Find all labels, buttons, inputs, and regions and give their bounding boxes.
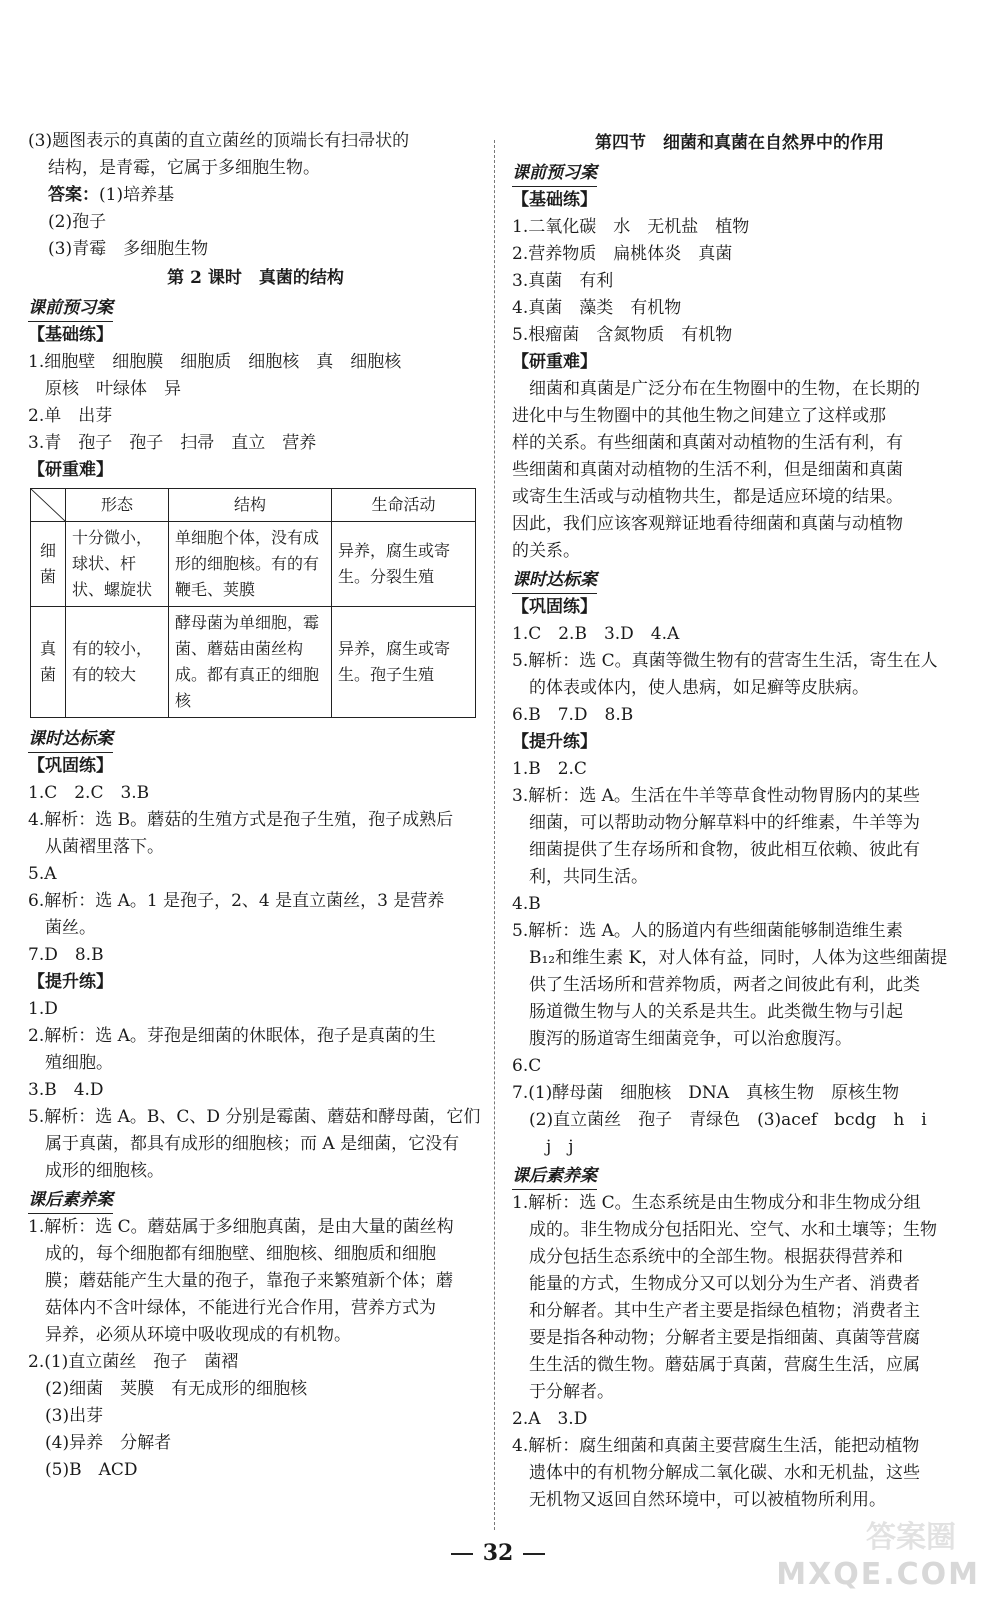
answer-item: (2)孢子 [48,212,107,232]
basic-item: 2.营养物质 扁桃体炎 真菌 [512,244,733,264]
after-item: 遗体中的有机物分解成二氧化碳、水和无机盐，这些 [512,1463,920,1483]
improve-item: 供了生活场所和营养物质，两者之间彼此有利，此类 [512,975,920,995]
class-title: 课时达标案 [28,726,113,753]
after-item: 2.A 3.D [512,1409,588,1429]
key-tag: 【研重难】 [512,352,597,372]
improve-item: 4.B [512,894,541,914]
diagonal-line [31,489,65,521]
key-text-line: 的关系。 [512,541,580,561]
consolidate-item: 4.解析：选 B。蘑菇的生殖方式是孢子生殖，孢子成熟后 [28,810,454,830]
consolidate-item: 6.解析：选 A。1 是孢子，2、4 是直立菌丝，3 是营养 [28,891,445,911]
improve-item: 利，共同生活。 [512,867,648,887]
key-text-line: 些细菌和真菌对动植物的生活不利，但是细菌和真菌 [512,460,903,480]
consolidate-item: 6.B 7.D 8.B [512,705,634,725]
consolidate-item: 1.C 2.B 3.D 4.A [512,624,680,644]
row-header: 细菌 [31,522,66,607]
answer-line [28,182,483,209]
basic-item: 3.真菌 有利 [512,271,614,291]
basic-item: 1.细胞壁 细胞膜 细胞质 细胞核 真 细胞核 [28,352,402,372]
improve-item: B₁₂和维生素 K，对人体有益，同时，人体为这些细菌提 [512,948,948,968]
improve-item: 5.解析：选 A。B、C、D 分别是霉菌、蘑菇和酵母菌，它们 [28,1107,481,1127]
key-text-line: 或寄生生活或与动植物共生，都是适应环境的结果。 [512,487,903,507]
improve-item: 成形的细胞核。 [28,1161,164,1181]
after-item: 异养，必须从环境中吸收现成的有机物。 [28,1325,351,1345]
answer-item: (1)培养基 [99,185,175,205]
watermark-logo: 答案圈 [866,1520,956,1555]
consolidate-item: 7.D 8.B [28,945,104,965]
improve-item: 3.解析：选 A。生活在牛羊等草食性动物胃肠内的某些 [512,786,920,806]
table-header: 生命活动 [332,489,476,522]
footer-dash [451,1553,473,1555]
key-text-line: 样的关系。有些细菌和真菌对动植物的生活有利，有 [512,433,903,453]
table-header: 形态 [66,489,169,522]
after-item: 要是指各种动物；分解者主要是指细菌、真菌等营腐 [512,1328,920,1348]
improve-item: 属于真菌，都具有成形的细胞核；而 A 是细菌，它没有 [28,1134,460,1154]
table-cell: 十分微小，球状、杆状、螺旋状 [66,522,169,607]
consolidate-item: 1.C 2.C 3.B [28,783,150,803]
after-item: (4)异养 分解者 [28,1433,172,1453]
table-row [31,522,476,607]
consolidate-item: 5.A [28,864,57,884]
after-item: (2)细菌 荚膜 有无成形的细胞核 [28,1379,308,1399]
preview-title: 课前预习案 [512,160,597,187]
after-item: 成分包括生态系统中的全部生物。根据获得营养和 [512,1247,903,1267]
table-cell: 异养，腐生或寄生。分裂生殖 [332,522,476,607]
consolidate-item: 从菌褶里落下。 [28,837,164,857]
intro-line: (3)题图表示的真菌的直立菌丝的顶端长有扫帚状的 [28,131,410,151]
improve-tag: 【提升练】 [28,972,113,992]
key-tag: 【研重难】 [28,460,113,480]
after-title: 课后素养案 [512,1163,597,1190]
after-item: 膜；蘑菇能产生大量的孢子，靠孢子来繁殖新个体；蘑 [28,1271,453,1291]
improve-item: 腹泻的肠道寄生细菌竞争，可以治愈腹泻。 [512,1029,852,1049]
consolidate-item: 菌丝。 [28,918,96,938]
table-cell: 单细胞个体，没有成形的细胞核。有的有鞭毛、荚膜 [169,522,332,607]
left-column [28,128,483,1484]
after-item: 2.(1)直立菌丝 孢子 菌褶 [28,1352,239,1372]
consolidate-item: 的体表或体内，使人患病，如足癣等皮肤病。 [512,678,869,698]
key-text-line: 进化中与生物圈中的其他生物之间建立了这样或那 [512,406,886,426]
table-cell: 有的较小，有的较大 [66,607,169,718]
improve-item: 3.B 4.D [28,1080,104,1100]
improve-item: 1.B 2.C [512,759,587,779]
after-item: 能量的方式，生物成分又可以划分为生产者、消费者 [512,1274,920,1294]
improve-item: 细菌，可以帮助动物分解草料中的纤维素，牛羊等为 [512,813,920,833]
after-item: 和分解者。其中生产者主要是指绿色植物；消费者主 [512,1301,920,1321]
after-item: 1.解析：选 C。生态系统是由生物成分和非生物成分组 [512,1193,921,1213]
after-item: (5)B ACD [28,1460,138,1480]
intro-line: 结构，是青霉，它属于多细胞生物。 [48,158,320,178]
improve-item: 2.解析：选 A。芽孢是细菌的休眠体，孢子是真菌的生 [28,1026,436,1046]
improve-tag: 【提升练】 [512,732,597,752]
improve-item: 细菌提供了生存场所和食物，彼此相互依赖、彼此有 [512,840,920,860]
basic-item: 原核 叶绿体 异 [28,379,181,399]
section-title: 第四节 细菌和真菌在自然界中的作用 [595,133,884,153]
key-text-line: 细菌和真菌是广泛分布在生物圈中的生物，在长期的 [512,379,920,399]
answer-item: (3)青霉 多细胞生物 [48,239,209,259]
watermark: MXQE.COM [776,1557,980,1592]
table-row [31,607,476,718]
improve-item: 1.D [28,999,58,1019]
consolidate-tag: 【巩固练】 [512,597,597,617]
basic-tag: 【基础练】 [28,325,113,345]
after-item: 4.解析：腐生细菌和真菌主要营腐生生活，能把动植物 [512,1436,920,1456]
row-header: 真菌 [31,607,66,718]
after-item: 1.解析：选 C。蘑菇属于多细胞真菌，是由大量的菌丝构 [28,1217,454,1237]
class-title: 课时达标案 [512,567,597,594]
basic-item: 4.真菌 藻类 有机物 [512,298,682,318]
table-cell: 异养，腐生或寄生。孢子生殖 [332,607,476,718]
key-text-line: 因此，我们应该客观辩证地看待细菌和真菌与动植物 [512,514,903,534]
comparison-table [30,488,476,718]
improve-item: (2)直立菌丝 孢子 青绿色 (3)acef bcdg h i [512,1110,927,1130]
improve-item: 肠道微生物与人的关系是共生。此类微生物与引起 [512,1002,903,1022]
improve-item: 5.解析：选 A。人的肠道内有些细菌能够制造维生素 [512,921,903,941]
right-column [512,128,967,1514]
basic-item: 5.根瘤菌 含氮物质 有机物 [512,325,733,345]
lesson-title: 第 2 课时 真菌的结构 [167,268,344,288]
consolidate-item: 5.解析：选 C。真菌等微生物有的营寄生生活，寄生在人 [512,651,938,671]
after-item: 菇体内不含叶绿体，不能进行光合作用，营养方式为 [28,1298,436,1318]
improve-item: 殖细胞。 [28,1053,113,1073]
after-item: 于分解者。 [512,1382,614,1402]
basic-item: 1.二氧化碳 水 无机盐 植物 [512,217,750,237]
after-item: 成的，每个细胞都有细胞壁、细胞核、细胞质和细胞 [28,1244,436,1264]
table-cell: 酵母菌为单细胞，霉菌、蘑菇由菌丝构成。都有真正的细胞核 [169,607,332,718]
improve-item: j j [512,1137,574,1157]
table-header-row [31,489,476,522]
after-item: (3)出芽 [28,1406,104,1426]
column-divider [494,140,496,1530]
improve-item: 7.(1)酵母菌 细胞核 DNA 真核生物 原核生物 [512,1083,900,1103]
basic-tag: 【基础练】 [512,190,597,210]
table-header: 结构 [169,489,332,522]
after-item: 无机物又返回自然环境中，可以被植物所利用。 [512,1490,886,1510]
after-title: 课后素养案 [28,1187,113,1214]
preview-title: 课前预习案 [28,295,113,322]
basic-item: 3.青 孢子 孢子 扫帚 直立 营养 [28,433,317,453]
table-corner-cell [31,489,66,522]
consolidate-tag: 【巩固练】 [28,756,113,776]
answer-label: 答案： [48,185,99,205]
page-number: 32 [482,1540,514,1566]
after-item: 生生活的微生物。蘑菇属于真菌，营腐生生活，应属 [512,1355,920,1375]
basic-item: 2.单 出芽 [28,406,113,426]
improve-item: 6.C [512,1056,542,1076]
footer-dash [523,1553,545,1555]
after-item: 成的。非生物成分包括阳光、空气、水和土壤等；生物 [512,1220,937,1240]
